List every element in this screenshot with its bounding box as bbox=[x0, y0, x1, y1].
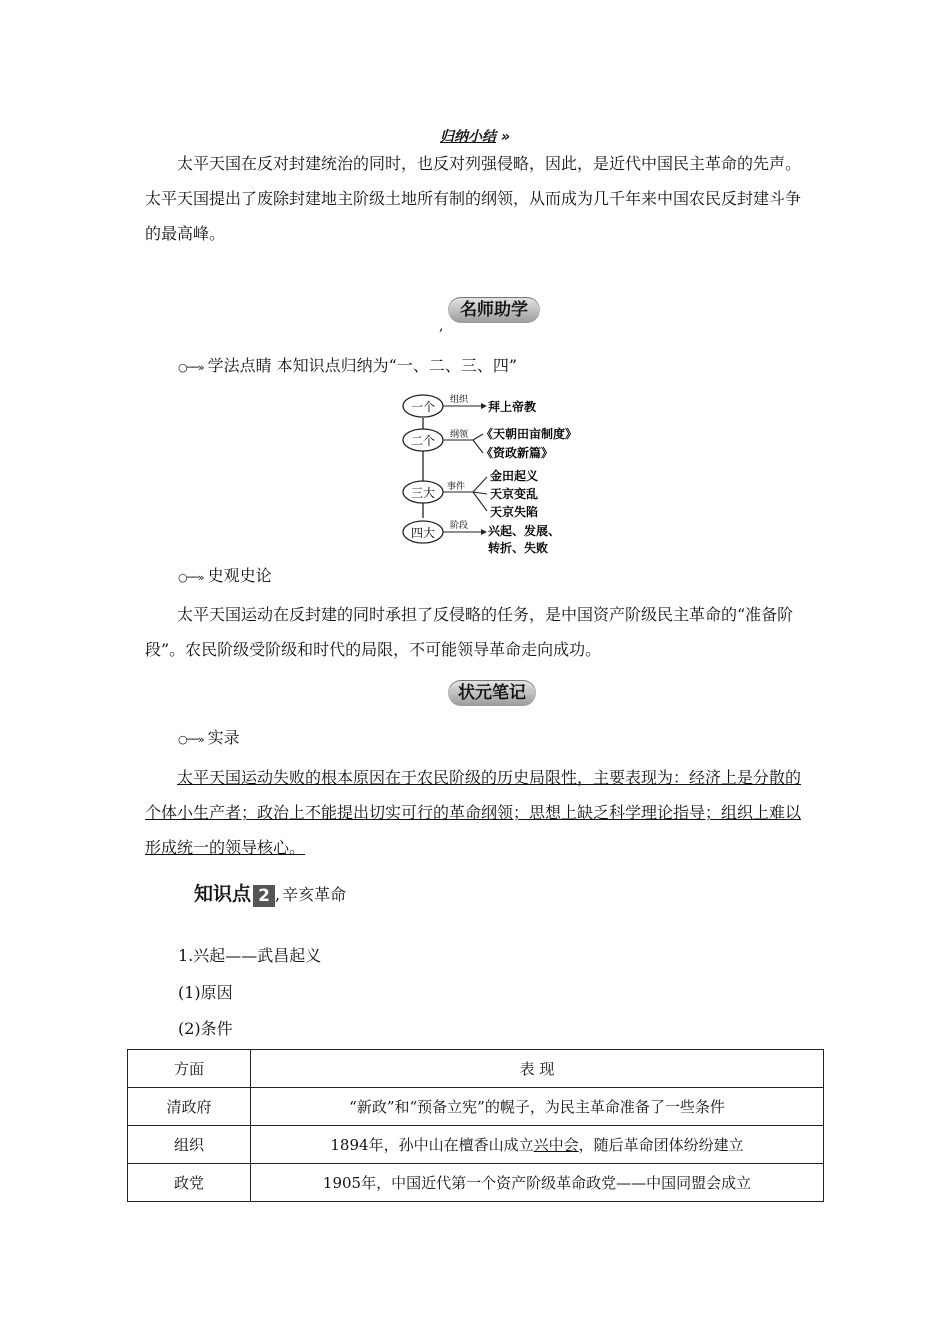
diagram-node-label: 四大 bbox=[410, 526, 436, 540]
diagram-item: 《资政新篇》 bbox=[481, 446, 554, 460]
diagram-item: 转折、失败 bbox=[488, 541, 549, 555]
view-label: 史观史论 bbox=[207, 566, 272, 585]
knowledge-title: 辛亥革命 bbox=[282, 885, 347, 904]
table-cell-aspect: 组织 bbox=[128, 1126, 251, 1164]
diagram-item: 兴起、发展、 bbox=[488, 524, 561, 538]
arrow-marker-icon: ○──» bbox=[178, 361, 204, 374]
table-header-description: 表 现 bbox=[251, 1050, 824, 1088]
conditions-table bbox=[127, 1049, 824, 1202]
record-label: 实录 bbox=[207, 728, 240, 747]
summary-paragraph: 太平天国在反对封建统治的同时，也反对列强侵略，因此，是近代中国民主革命的先声。太平天国提出了废除封建地主阶级土地所有制的纲领，从而成为几千年来中国农民反封建斗争的最高峰。 bbox=[145, 154, 802, 243]
table-header-aspect: 方面 bbox=[128, 1050, 251, 1088]
record-paragraph: 太平天国运动失败的根本原因在于农民阶级的历史局限性，主要表现为：经济上是分散的个体小生产者；政治上不能提出切实可行的革命纲领；思想上缺乏科学理论指导；组织上难以形成统一的领导核心。 bbox=[145, 768, 802, 857]
view-row bbox=[178, 565, 272, 589]
table-header-row bbox=[128, 1050, 824, 1088]
diagram-node-1 bbox=[403, 393, 537, 417]
knowledge-heading bbox=[194, 881, 346, 908]
table-cell-description: 1905年，中国近代第一个资产阶级革命政党——中国同盟会成立 bbox=[251, 1164, 824, 1202]
summary-title-text: 归纳小结 bbox=[440, 129, 496, 145]
table-row bbox=[128, 1164, 824, 1202]
diagram-item: 《天朝田亩制度》 bbox=[481, 427, 578, 441]
knowledge-sep: , bbox=[275, 885, 281, 904]
diagram-relation-label: 事件 bbox=[447, 482, 466, 492]
summary-title bbox=[0, 126, 950, 146]
table-cell-description: 1894年，孙中山在檀香山成立兴中会，随后革命团体纷纷建立 bbox=[251, 1126, 824, 1164]
diagram-node-label: 一个 bbox=[410, 400, 436, 414]
diagram-node-4 bbox=[403, 520, 560, 555]
table-cell-description: “新政”和“预备立宪”的幌子，为民主革命准备了一些条件 bbox=[251, 1088, 824, 1126]
arrow-marker-icon: ○──» bbox=[178, 571, 204, 584]
diagram-item: 拜上帝教 bbox=[488, 400, 537, 414]
diagram-node-label: 三大 bbox=[410, 486, 436, 500]
table-row bbox=[128, 1088, 824, 1126]
stray-mark: , bbox=[439, 318, 444, 334]
knowledge-label: 知识点 bbox=[194, 883, 252, 905]
outline-item-2: (1)原因 bbox=[178, 983, 233, 1002]
section-badge-top-scholar-notes: 状元笔记 bbox=[448, 680, 536, 706]
summary-title-mark: » bbox=[500, 129, 510, 145]
table-cell-aspect: 清政府 bbox=[128, 1088, 251, 1126]
diagram-node-2 bbox=[403, 426, 577, 460]
knowledge-diagram bbox=[395, 390, 605, 558]
diagram-item: 天京变乱 bbox=[490, 487, 539, 501]
diagram-node-label: 二个 bbox=[410, 434, 436, 448]
method-row bbox=[178, 355, 517, 379]
outline-item-1: 1.兴起——武昌起义 bbox=[178, 946, 322, 965]
diagram-item: 金田起义 bbox=[490, 469, 539, 483]
record-row bbox=[178, 727, 240, 751]
knowledge-number-badge: 2 bbox=[253, 885, 275, 907]
method-text: 学法点睛 本知识点归纳为“一、二、三、四” bbox=[207, 356, 518, 375]
diagram-item: 天京失陷 bbox=[490, 505, 539, 519]
underlined-term: 兴中会 bbox=[533, 1136, 579, 1154]
table-cell-aspect: 政党 bbox=[128, 1164, 251, 1202]
diagram-relation-label: 阶段 bbox=[450, 521, 469, 531]
section-badge-teacher-help: 名师助学 bbox=[448, 297, 540, 323]
arrow-marker-icon: ○──» bbox=[178, 733, 204, 746]
outline-item-3: (2)条件 bbox=[178, 1019, 233, 1038]
diagram-relation-label: 纲领 bbox=[450, 430, 469, 440]
view-paragraph: 太平天国运动在反封建的同时承担了反侵略的任务，是中国资产阶级民主革命的“准备阶段”。农民阶级受阶级和时代的局限，不可能领导革命走向成功。 bbox=[145, 605, 794, 659]
diagram-relation-label: 组织 bbox=[450, 395, 469, 405]
table-row bbox=[128, 1126, 824, 1164]
